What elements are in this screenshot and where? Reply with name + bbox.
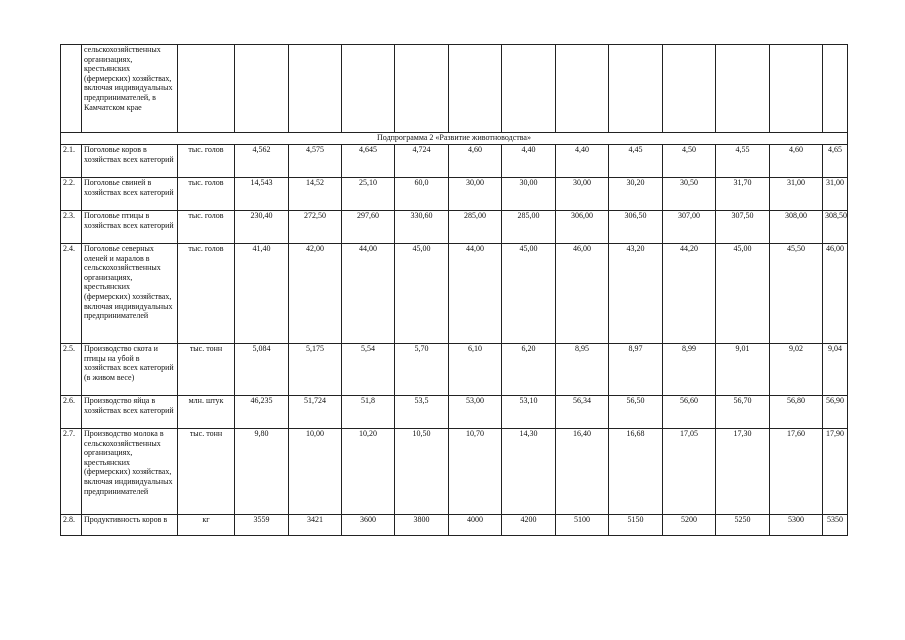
value-cell: 44,00: [342, 244, 395, 344]
value-cell: [609, 45, 663, 133]
value-cell: 4,50: [663, 145, 716, 178]
value-cell: [235, 45, 289, 133]
unit-cell: тыс. голов: [178, 244, 235, 344]
value-cell: 41,40: [235, 244, 289, 344]
value-cell: 4,724: [395, 145, 449, 178]
value-cell: 45,00: [502, 244, 556, 344]
row-number: 2.5.: [61, 344, 82, 396]
value-cell: 44,00: [449, 244, 502, 344]
value-cell: 5,54: [342, 344, 395, 396]
value-cell: 30,50: [663, 178, 716, 211]
indicator-name: Поголовье птицы в хозяйствах всех категорий: [82, 211, 178, 244]
value-cell: 31,00: [823, 178, 848, 211]
value-cell: 53,5: [395, 396, 449, 429]
value-cell: 308,50: [823, 211, 848, 244]
value-cell: 46,00: [556, 244, 609, 344]
value-cell: 5150: [609, 515, 663, 536]
table-row: [61, 396, 848, 429]
value-cell: 4,40: [556, 145, 609, 178]
table-row: [61, 515, 848, 536]
value-cell: 6,10: [449, 344, 502, 396]
value-cell: 10,70: [449, 429, 502, 515]
indicator-name: сельскохозяйственных организациях, крестьянских (фермерских) хозяйствах, включая индивидуальных предпринимателей, в Камчатском крае: [82, 45, 178, 133]
value-cell: 51,8: [342, 396, 395, 429]
indicators-table: [60, 44, 848, 536]
value-cell: 56,70: [716, 396, 770, 429]
row-number: 2.4.: [61, 244, 82, 344]
value-cell: 56,50: [609, 396, 663, 429]
value-cell: 30,00: [556, 178, 609, 211]
value-cell: 9,80: [235, 429, 289, 515]
value-cell: 3421: [289, 515, 342, 536]
value-cell: [716, 45, 770, 133]
table-row: [61, 429, 848, 515]
value-cell: 25,10: [342, 178, 395, 211]
value-cell: 5100: [556, 515, 609, 536]
value-cell: 4,60: [449, 145, 502, 178]
value-cell: 3600: [342, 515, 395, 536]
unit-cell: тыс. голов: [178, 211, 235, 244]
value-cell: 4,645: [342, 145, 395, 178]
table-row: [61, 45, 848, 133]
value-cell: 14,543: [235, 178, 289, 211]
value-cell: 5,084: [235, 344, 289, 396]
value-cell: 8,97: [609, 344, 663, 396]
value-cell: 306,00: [556, 211, 609, 244]
value-cell: 14,30: [502, 429, 556, 515]
value-cell: [395, 45, 449, 133]
value-cell: 30,00: [502, 178, 556, 211]
value-cell: 330,60: [395, 211, 449, 244]
value-cell: 46,00: [823, 244, 848, 344]
value-cell: 45,50: [770, 244, 823, 344]
indicator-name: Поголовье свиней в хозяйствах всех категорий: [82, 178, 178, 211]
value-cell: 56,34: [556, 396, 609, 429]
value-cell: 308,00: [770, 211, 823, 244]
row-number: 2.3.: [61, 211, 82, 244]
indicator-name: Поголовье коров в хозяйствах всех категорий: [82, 145, 178, 178]
value-cell: 10,00: [289, 429, 342, 515]
value-cell: 17,60: [770, 429, 823, 515]
row-number: 2.7.: [61, 429, 82, 515]
value-cell: 307,00: [663, 211, 716, 244]
value-cell: 43,20: [609, 244, 663, 344]
value-cell: 3800: [395, 515, 449, 536]
value-cell: 16,40: [556, 429, 609, 515]
value-cell: 5300: [770, 515, 823, 536]
unit-cell: млн. штук: [178, 396, 235, 429]
row-number: 2.1.: [61, 145, 82, 178]
section-row: [61, 133, 848, 145]
section-title: Подпрограмма 2 «Развитие животноводства»: [61, 133, 848, 145]
value-cell: 4000: [449, 515, 502, 536]
unit-cell: тыс. тонн: [178, 429, 235, 515]
value-cell: [556, 45, 609, 133]
row-number: 2.2.: [61, 178, 82, 211]
row-number: 2.8.: [61, 515, 82, 536]
value-cell: [289, 45, 342, 133]
value-cell: 9,01: [716, 344, 770, 396]
value-cell: 4,65: [823, 145, 848, 178]
value-cell: 17,90: [823, 429, 848, 515]
unit-cell: кг: [178, 515, 235, 536]
row-number: [61, 45, 82, 133]
value-cell: 14,52: [289, 178, 342, 211]
indicator-name: Производство молока в сельскохозяйственных организациях, крестьянских (фермерских) хозяйствах, включая индивидуальных предпринимателей: [82, 429, 178, 515]
value-cell: [823, 45, 848, 133]
value-cell: 230,40: [235, 211, 289, 244]
value-cell: 10,20: [342, 429, 395, 515]
value-cell: 56,90: [823, 396, 848, 429]
value-cell: 285,00: [502, 211, 556, 244]
table-row: [61, 244, 848, 344]
value-cell: 56,60: [663, 396, 716, 429]
row-number: 2.6.: [61, 396, 82, 429]
value-cell: 4200: [502, 515, 556, 536]
value-cell: 42,00: [289, 244, 342, 344]
value-cell: [502, 45, 556, 133]
value-cell: 297,60: [342, 211, 395, 244]
value-cell: 53,00: [449, 396, 502, 429]
unit-cell: [178, 45, 235, 133]
value-cell: 8,99: [663, 344, 716, 396]
unit-cell: тыс. тонн: [178, 344, 235, 396]
indicator-name: Производство скота и птицы на убой в хозяйствах всех категорий (в живом весе): [82, 344, 178, 396]
value-cell: [342, 45, 395, 133]
value-cell: 51,724: [289, 396, 342, 429]
value-cell: 9,02: [770, 344, 823, 396]
value-cell: 5200: [663, 515, 716, 536]
value-cell: 4,55: [716, 145, 770, 178]
value-cell: 3559: [235, 515, 289, 536]
value-cell: 9,04: [823, 344, 848, 396]
unit-cell: тыс. голов: [178, 178, 235, 211]
table-row: [61, 178, 848, 211]
value-cell: 306,50: [609, 211, 663, 244]
value-cell: 272,50: [289, 211, 342, 244]
value-cell: 5,70: [395, 344, 449, 396]
value-cell: [449, 45, 502, 133]
value-cell: 30,20: [609, 178, 663, 211]
value-cell: 10,50: [395, 429, 449, 515]
value-cell: 4,575: [289, 145, 342, 178]
table-row: [61, 211, 848, 244]
value-cell: 16,68: [609, 429, 663, 515]
value-cell: 46,235: [235, 396, 289, 429]
value-cell: 4,562: [235, 145, 289, 178]
value-cell: [663, 45, 716, 133]
indicator-name: Поголовье северных оленей и маралов в сельскохозяйственных организациях, крестьянских (фермерских) хозяйствах, включая индивидуальных предпринимателей: [82, 244, 178, 344]
value-cell: 30,00: [449, 178, 502, 211]
value-cell: 45,00: [716, 244, 770, 344]
value-cell: 31,70: [716, 178, 770, 211]
value-cell: 285,00: [449, 211, 502, 244]
value-cell: 60,0: [395, 178, 449, 211]
indicator-name: Продуктивность коров в: [82, 515, 178, 536]
value-cell: 307,50: [716, 211, 770, 244]
table-row: [61, 344, 848, 396]
value-cell: 4,45: [609, 145, 663, 178]
table-row: [61, 145, 848, 178]
value-cell: 8,95: [556, 344, 609, 396]
value-cell: [770, 45, 823, 133]
value-cell: 5,175: [289, 344, 342, 396]
value-cell: 4,60: [770, 145, 823, 178]
value-cell: 44,20: [663, 244, 716, 344]
value-cell: 5350: [823, 515, 848, 536]
indicator-name: Производство яйца в хозяйствах всех категорий: [82, 396, 178, 429]
value-cell: 4,40: [502, 145, 556, 178]
value-cell: 5250: [716, 515, 770, 536]
value-cell: 53,10: [502, 396, 556, 429]
unit-cell: тыс. голов: [178, 145, 235, 178]
value-cell: 17,05: [663, 429, 716, 515]
value-cell: 17,30: [716, 429, 770, 515]
value-cell: 31,00: [770, 178, 823, 211]
value-cell: 45,00: [395, 244, 449, 344]
value-cell: 56,80: [770, 396, 823, 429]
value-cell: 6,20: [502, 344, 556, 396]
